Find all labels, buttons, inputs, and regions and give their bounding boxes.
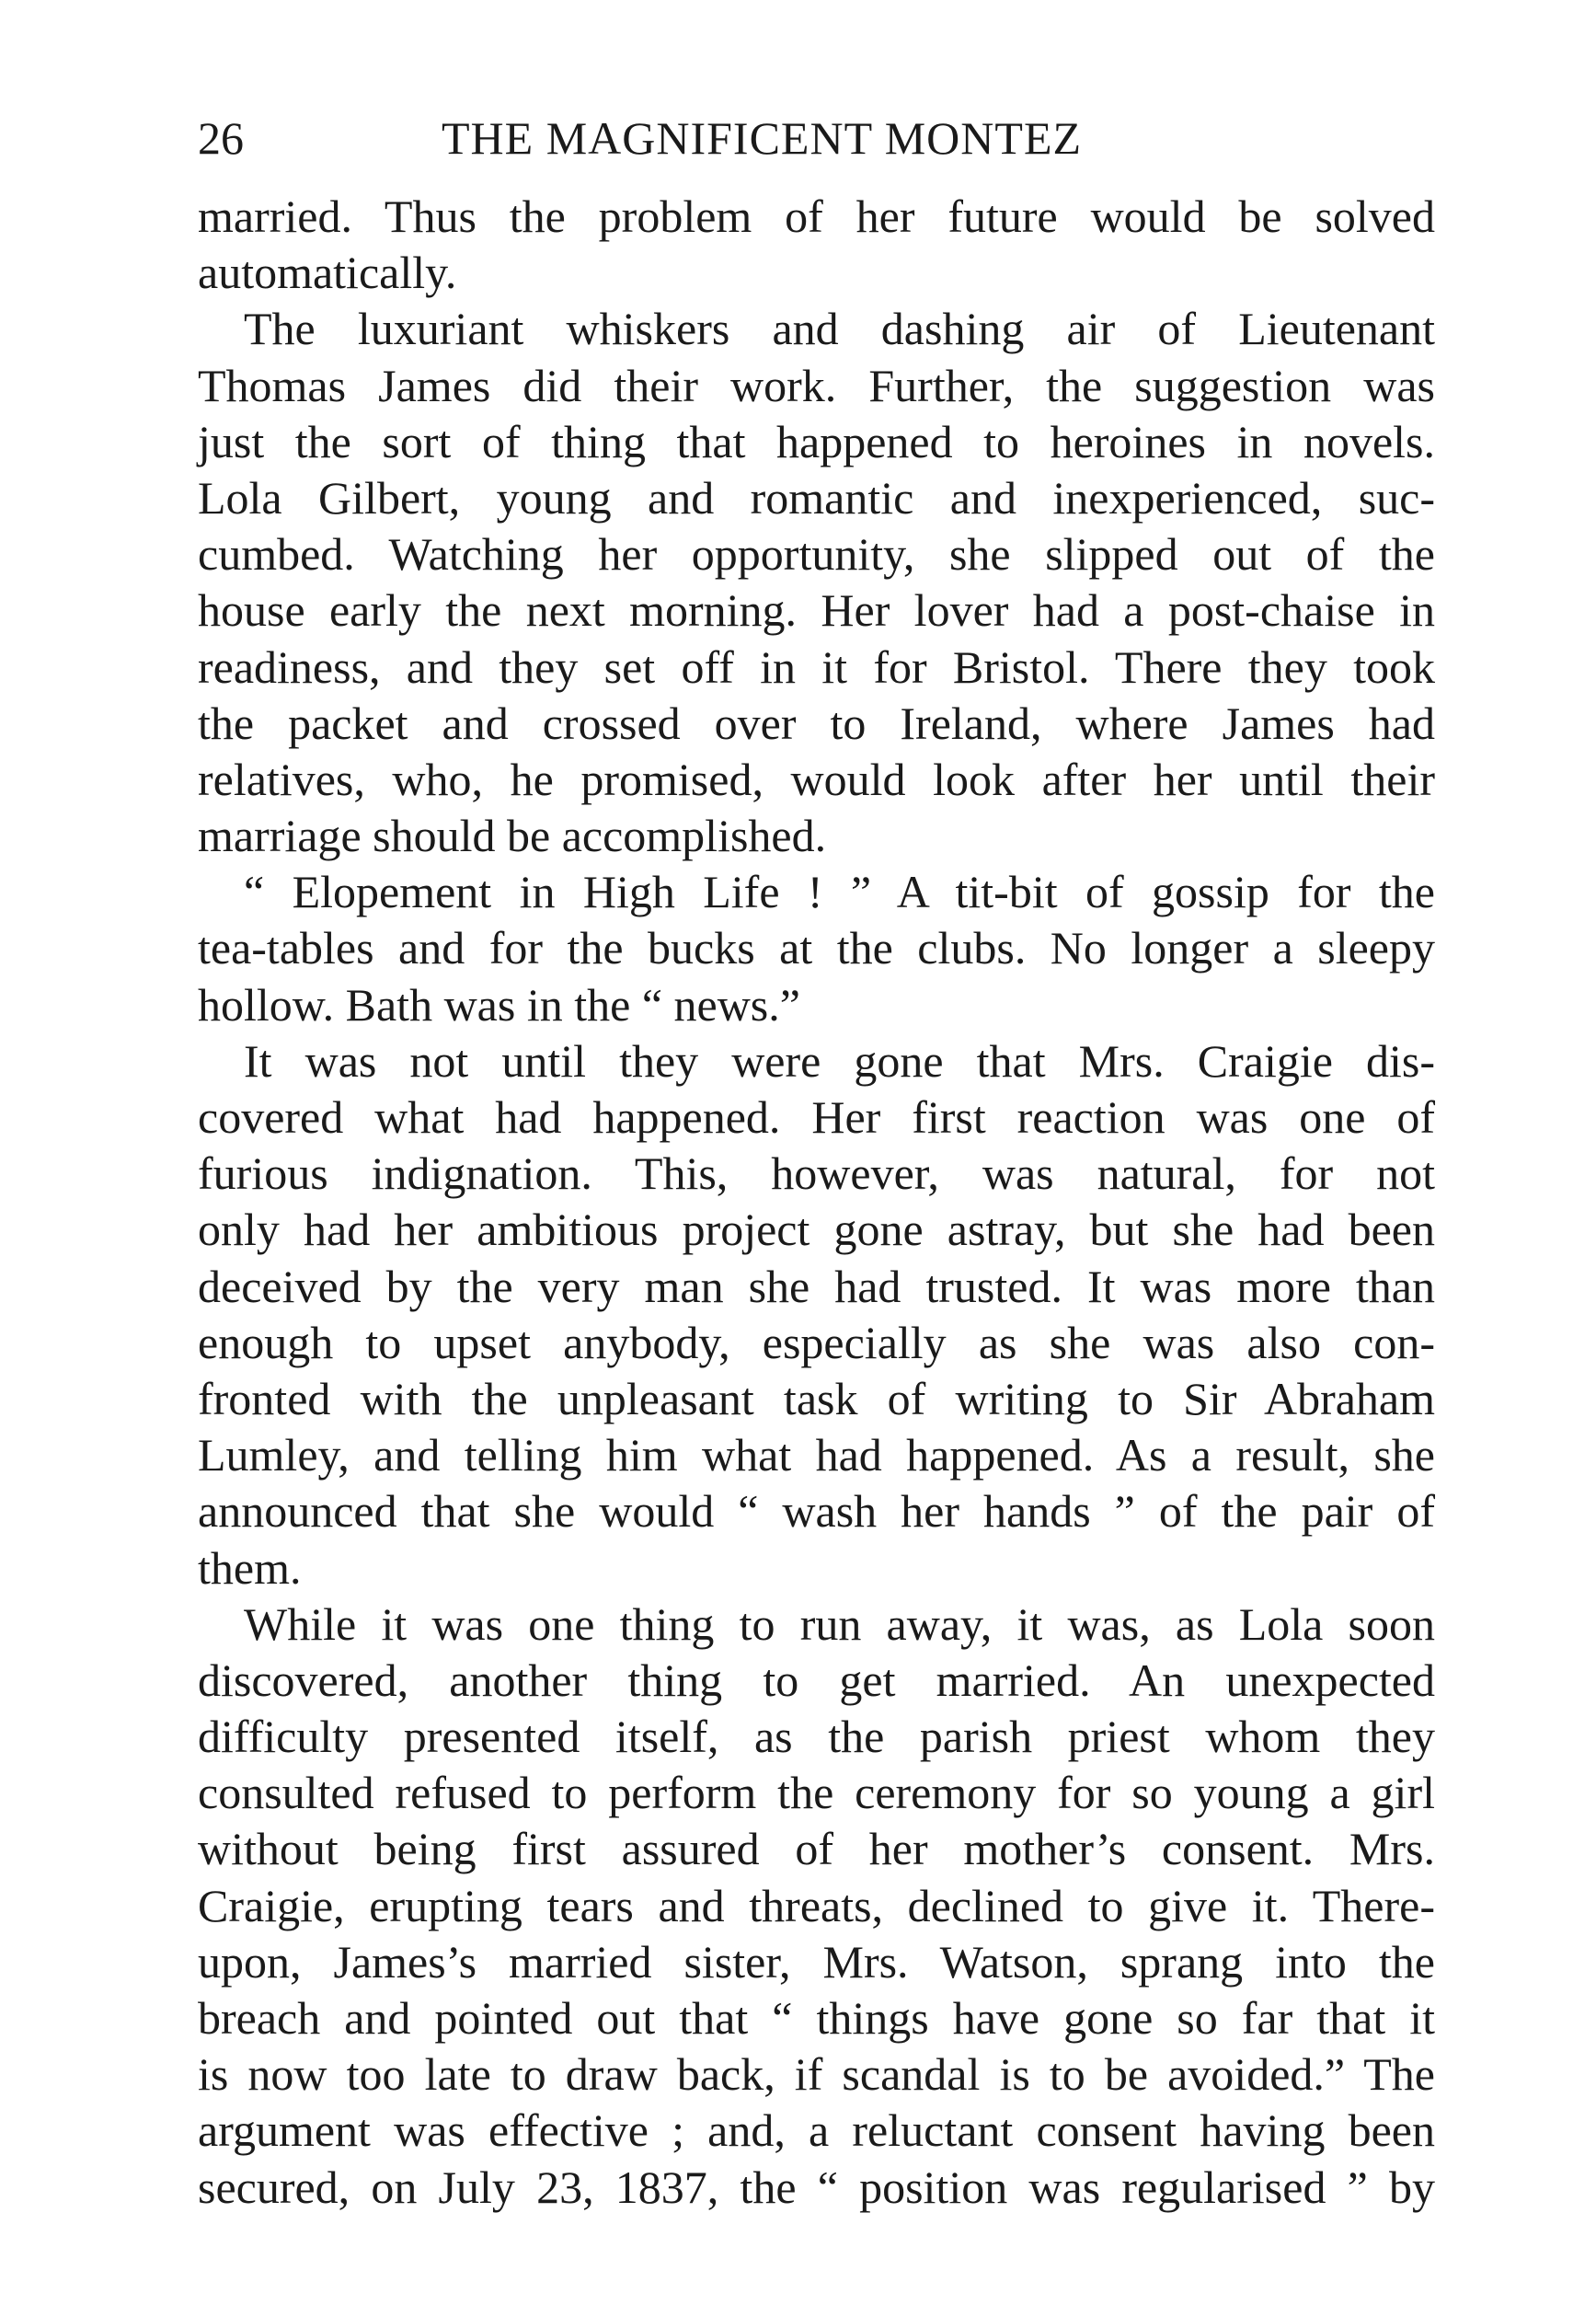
text-line: them. [198,1541,302,1594]
text-line: The luxuriant whiskers and dashing air of Lieutenant [244,303,1435,355]
text-line: upon, James’s married sister, Mrs. Watson, sprang into the [198,1935,1435,1988]
text-line: only had her ambitious project gone astray, but she had been [198,1204,1435,1256]
text-line: the packet and crossed over to Ireland, where James had [198,697,1435,749]
text-line: Lola Gilbert, young and romantic and inexperienced, suc- [198,471,1435,524]
text-line: hollow. Bath was in the “ news.” [198,978,800,1031]
text-line: house early the next morning. Her lover had a post-chaise in [198,584,1435,637]
text-line: consulted refused to perform the ceremony for so young a girl [198,1767,1435,1819]
text-line: argument was effective ; and, a reluctant consent having been [198,2104,1435,2157]
text-line: without being first assured of her mother’s consent. Mrs. [198,1823,1435,1875]
text-line: secured, on July 23, 1837, the “ position was regularised ” by [198,2161,1435,2213]
text-line: fronted with the unpleasant task of writing to Sir Abraham [198,1372,1435,1424]
text-line: discovered, another thing to get married. An unexpected [198,1654,1435,1706]
text-line: difficulty presented itself, as the parish priest whom they [198,1711,1435,1763]
text-line: breach and pointed out that “ things have gone so far that it [198,1992,1435,2044]
text-line: announced that she would “ wash her hands ” of the pair of [198,1485,1435,1538]
text-line: just the sort of thing that happened to heroines in novels. [198,415,1435,467]
text-line: deceived by the very man she had trusted. It was more than [198,1260,1435,1312]
text-line: readiness, and they set off in it for Bristol. There they took [198,640,1435,693]
text-line: marriage should be accomplished. [198,810,827,862]
text-line: relatives, who, he promised, would look after her until their [198,753,1435,805]
running-head [198,101,1435,175]
text-line: While it was one thing to run away, it was, as Lola soon [244,1597,1435,1650]
text-line: “ Elopement in High Life ! ” A tit-bit of gossip for the [244,866,1435,918]
text-line: Thomas James did their work. Further, the suggestion was [198,359,1435,411]
text-line: Lumley, and telling him what had happened. As a result, she [198,1429,1435,1481]
text-line: enough to upset anybody, especially as she was also con- [198,1316,1435,1368]
text-line: Craigie, erupting tears and threats, declined to give it. There- [198,1879,1435,1931]
text-line: is now too late to draw back, if scandal is to be avoided.” The [198,2048,1435,2101]
text-line: married. Thus the problem of her future would be solved [198,190,1435,242]
page-number: 26 [198,112,244,164]
text-line: automatically. [198,247,457,299]
text-line: furious indignation. This, however, was natural, for not [198,1147,1435,1200]
running-title: THE MAGNIFICENT MONTEZ [442,112,1083,164]
text-line: It was not until they were gone that Mrs. Craigie dis- [244,1034,1435,1087]
text-line: tea-tables and for the bucks at the clubs. No longer a sleepy [198,922,1435,974]
body-text [198,189,1435,2216]
text-line: cumbed. Watching her opportunity, she slipped out of the [198,528,1435,581]
text-line: covered what had happened. Her first reaction was one of [198,1091,1435,1143]
